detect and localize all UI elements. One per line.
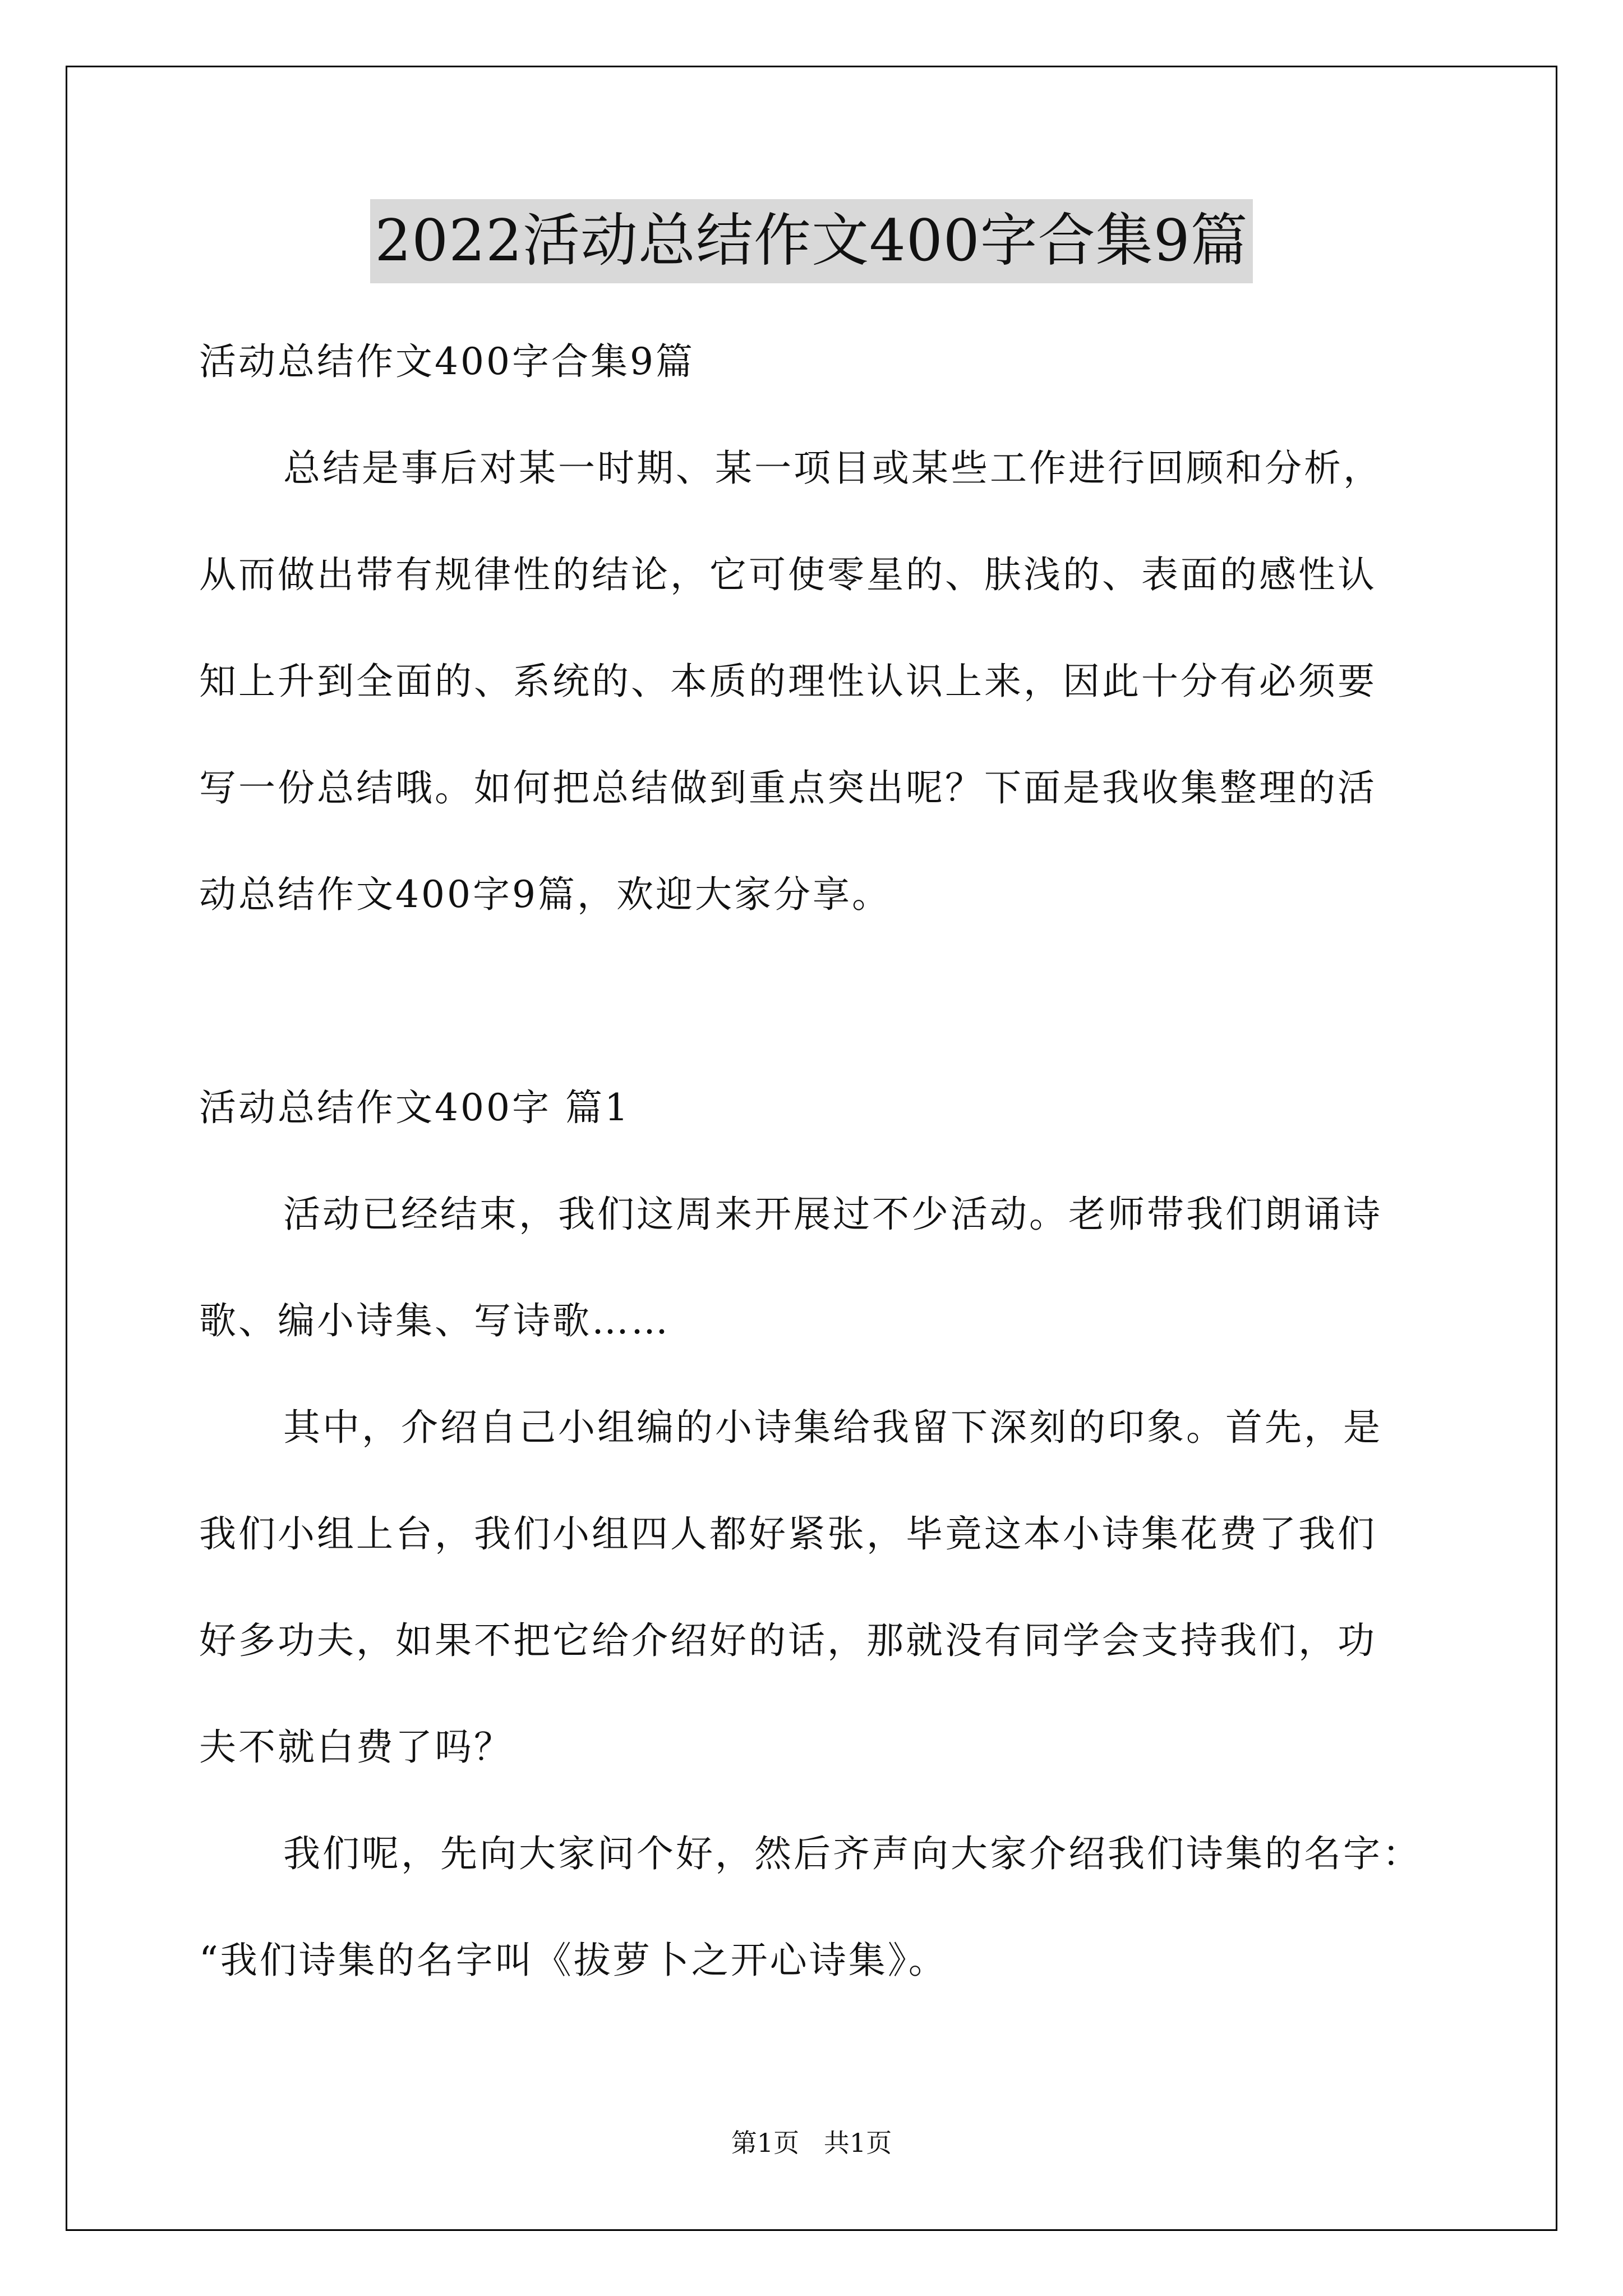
- section-heading: 活动总结作文400字 篇1: [199, 1086, 630, 1129]
- paragraph-line: “我们诗集的名字叫《拔萝卜之开心诗集》。: [199, 1939, 948, 1982]
- paragraph-line: 我们小组上台，我们小组四人都好紧张，毕竟这本小诗集花费了我们: [199, 1512, 1377, 1556]
- document-title: 2022活动总结作文400字合集9篇: [370, 199, 1252, 283]
- blank-line: [199, 948, 1430, 1055]
- paragraph-line: 其中，介绍自己小组编的小诗集给我留下深刻的印象。首先，是: [283, 1406, 1382, 1449]
- intro-line: 写一份总结哦。如何把总结做到重点突出呢？下面是我收集整理的活: [199, 766, 1377, 809]
- page-number: 第1页 共1页: [731, 2128, 892, 2158]
- paragraph-line: 夫不就白费了吗？: [199, 1726, 513, 1769]
- paragraph-line: 我们呢，先向大家问个好，然后齐声向大家介绍我们诗集的名字：: [283, 1832, 1422, 1875]
- document-subtitle: 活动总结作文400字合集9篇: [199, 340, 695, 383]
- document-body: [199, 309, 1430, 2014]
- intro-line: 动总结作文400字9篇，欢迎大家分享。: [199, 873, 891, 916]
- intro-line: 知上升到全面的、系统的、本质的理性认识上来，因此十分有必须要: [199, 660, 1377, 703]
- paragraph-line: 活动已经结束，我们这周来开展过不少活动。老师带我们朗诵诗: [283, 1193, 1382, 1236]
- paragraph-line: 歌、编小诗集、写诗歌……: [199, 1299, 670, 1342]
- paragraph-line: 好多功夫，如果不把它给介绍好的话，那就没有同学会支持我们，功: [199, 1619, 1377, 1662]
- intro-line: 从而做出带有规律性的结论，它可使零星的、肤浅的、表面的感性认: [199, 553, 1377, 596]
- intro-line: 总结是事后对某一时期、某一项目或某些工作进行回顾和分析，: [283, 447, 1382, 490]
- title-area: [0, 199, 1623, 283]
